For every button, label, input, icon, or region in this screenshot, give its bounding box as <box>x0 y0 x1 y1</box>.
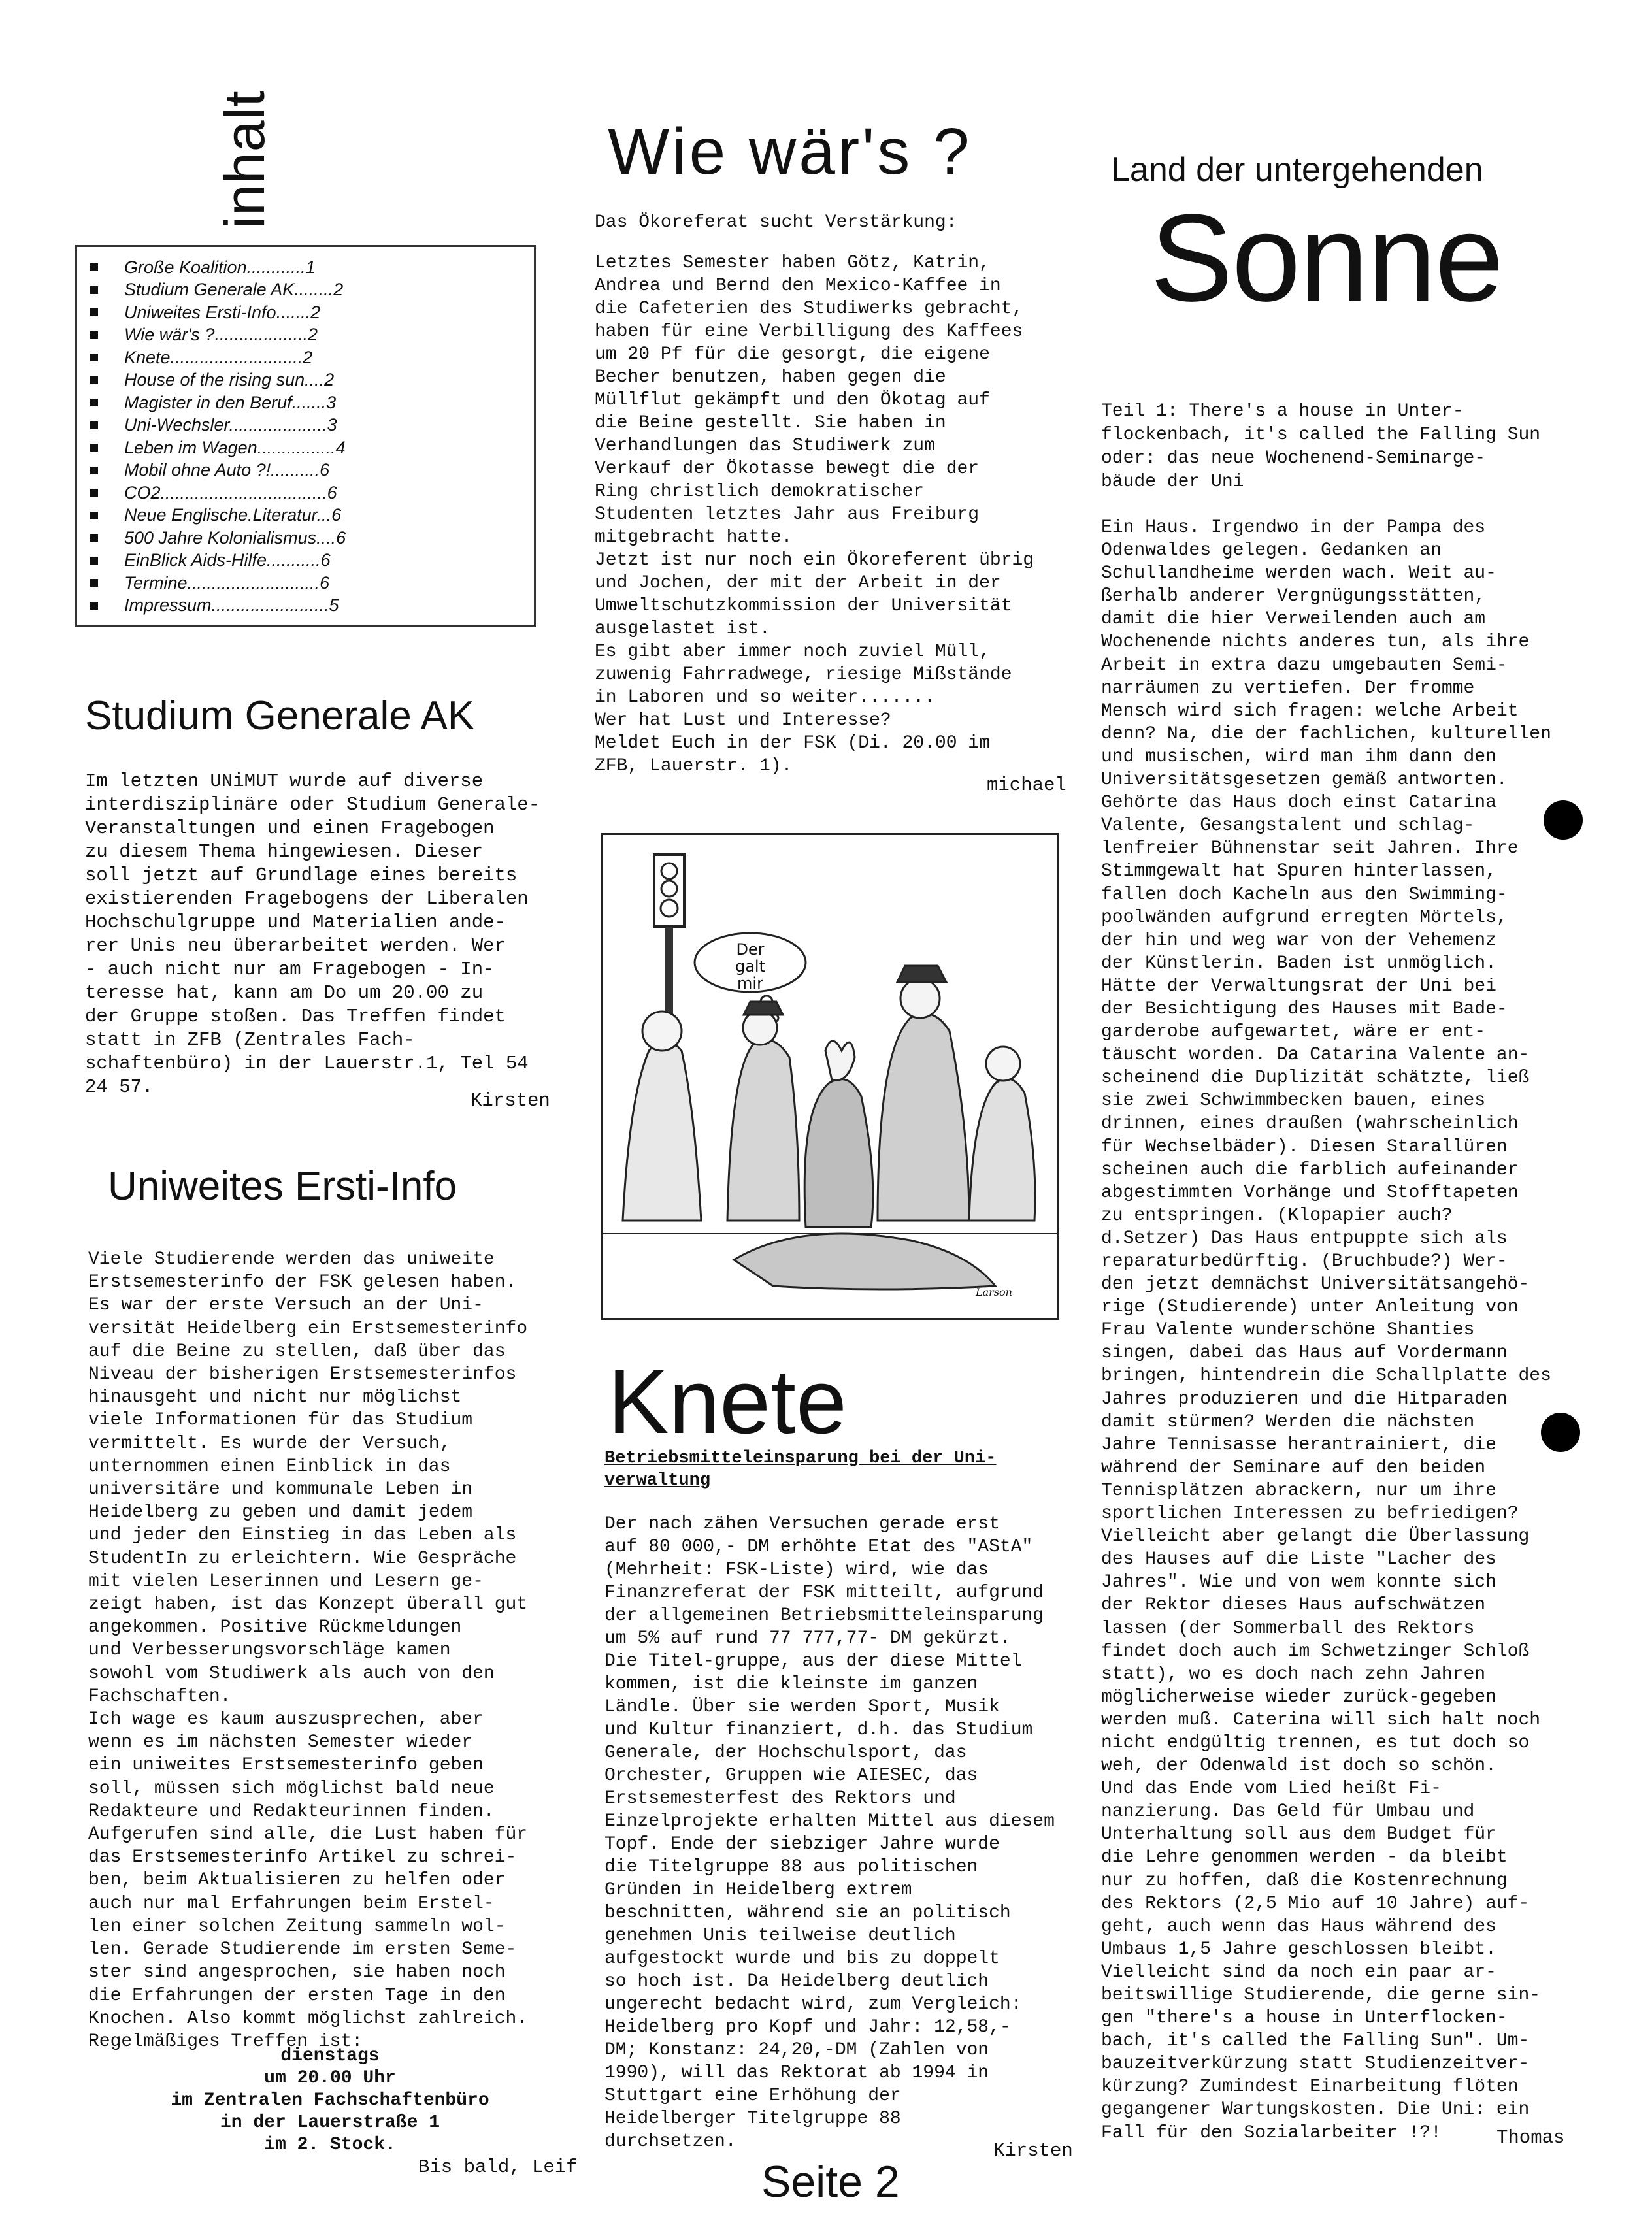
toc-item-label: Studium Generale AK........2 <box>124 280 344 300</box>
toc-item-label: Leben im Wagen................4 <box>124 437 346 457</box>
bullet-icon <box>90 534 98 542</box>
page-number: Seite 2 <box>761 2157 900 2207</box>
toc-item <box>90 595 534 617</box>
ersti-info-body: Viele Studierende werden das uniweite Erstsemesterinfo der FSK gelesen haben. Es war der erste Versuch an der Uni- versität Heidelberg ein Erstsemesterinfo auf die Beine zu stellen, daß über das Niveau der bisherigen Erstsemesterinfos hinausgeht und nicht nur möglichst viele Informationen für das Studium vermittelt. Es wurde der Versuch, unternommen einen Einblick in das universitäre und kommunale Leben in Heidelberg zu geben und damit jedem und jeder den Einstieg in das Leben als StudentIn zu erleichtern. Wie Gespräche mit vielen Leserinnen und Lesern ge- zeigt haben, ist das Konzept überall gut angekommen. Positive Rückmeldungen und Verbesserungsvorschläge kamen sowohl vom Studiwerk als auch von den Fachschaften. Ich wage es kaum auszusprechen, aber wenn es im nächsten Semester wieder ein uniweites Erstsemesterinfo geben soll, müssen sich möglichst bald neue Redakteure und Redakteurinnen finden. Aufgerufen sind alle, die Lust haben für das Erstsemesterinfo Artikel zu schrei- ben, beim Aktualisieren zu helfen oder auch nur mal Erfahrungen beim Erstel- len einer solchen Zeitung sammeln wol- len. Gerade Studierende im ersten Seme- ster sind angesprochen, sie haben noch die Erfahrungen der ersten Tage in den Knochen. Also kommt möglichst zahlreich. Regelmäßiges Treffen ist: <box>88 1249 528 2052</box>
toc-item <box>90 504 534 527</box>
toc-list <box>77 247 534 617</box>
bullet-icon <box>90 376 98 384</box>
toc-item-label: Uni-Wechsler....................3 <box>124 415 337 435</box>
toc-item-label: EinBlick Aids-Hilfe...........6 <box>124 550 331 570</box>
knete-heading: Knete <box>608 1350 847 1453</box>
toc-item <box>90 279 534 302</box>
toc-item-label: Neue Englische.Literatur...6 <box>124 505 342 525</box>
bullet-icon <box>90 467 98 474</box>
bullet-icon <box>90 308 98 316</box>
bullet-icon <box>90 579 98 587</box>
ersti-meeting-block <box>88 2045 572 2156</box>
punch-hole <box>1541 1413 1580 1452</box>
wie-wars-body: Letztes Semester haben Götz, Katrin, Andrea und Bernd den Mexico-Kaffee in die Cafeterien des Studiwerks gebracht, haben für eine Verbilligung des Kaffees um 20 Pf für die gesorgt, die eigene Becher benutzen, haben gegen die Müllflut gekämpft und den Ökotag auf die Beine gestellt. Sie haben in Verhandlungen das Studiwerk zum Verkauf der Ökotasse bewegt die der Ring christlich demokratischer Studenten letztes Jahr aus Freiburg mitgebracht hatte. Jetzt ist nur noch ein Ökoreferent übrig und Jochen, der mit der Arbeit in der Umweltschutzkommission der Universität ausgelastet ist. Es gibt aber immer noch zuviel Müll, zuwenig Fahrradwege, riesige Mißstände in Laboren und so weiter....... Wer hat Lust und Interesse? Meldet Euch in der FSK (Di. 20.00 im ZFB, Lauerstr. 1). <box>595 253 1034 776</box>
meeting-line: in der Lauerstraße 1 <box>220 2113 440 2133</box>
toc-item-label: 500 Jahre Kolonialismus....6 <box>124 527 346 548</box>
toc-item <box>90 324 534 347</box>
bullet-icon <box>90 263 98 271</box>
sonne-body: Ein Haus. Irgendwo in der Pampa des Odenwaldes gelegen. Gedanken an Schullandheime werden wach. Weit au- ßerhalb anderer Vergnügungsstätten, damit die hier Verweilenden auch am Wochenende nichts anderes tun, als ihre Arbeit in extra dazu umgebauten Semi- narräumen zu vertiefen. Der fromme Mensch wird sich fragen: welche Arbeit denn? Na, die der fachlichen, kulturellen und musischen, wird man ihm dann den Universitätsgesetzen gemäß antworten. Gehörte das Haus doch einst Catarina Valente, Gesangstalent und schlag- lenfreier Bühnenstar seit Jahren. Ihre Stimmgewalt hat Spuren hinterlassen, fallen doch Kacheln aus den Swimming- poolwänden aufgrund erregten Mörtels, der hin und weg war von der Vehemenz der Künstlerin. Baden ist unmöglich. Hätte der Verwaltungsrat der Uni bei der Besichtigung des Hauses mit Bade- garderobe aufgewartet, wäre er ent- täuscht worden. Da Catarina Valente an- scheinend die Duplizität schätzte, ließ sie zwei Schwimmbecken bauen, eines drinnen, eines draußen (wahrscheinlich für Wechselbäder). Diesen Starallüren scheinen auch die farblich aufeinander abgestimmten Vorhänge und Stofftapeten zu entspringen. (Klopapier auch? d.Setzer) Das Haus entpuppte sich als reparaturbedürftig. (Bruchbude?) Wer- den jetzt demnächst Universitätsangehö- rige (Studierende) unter Anleitung von Frau Valente wunderschöne Shanties singen, dabei das Haus auf Vordermann bringen, hintendrein die Schallplatte des Jahres produzieren und die Hitparaden damit stürmen? Werden die nächsten Jahre Tennisasse herantrainiert, die während der Seminare auf den beiden Tennisplätzen abrackern, nur um ihre sportlichen Interessen zu befriedigen? Vielleicht aber gelangt die Überlassung des Hauses auf die Liste "Lacher des Jahres". Wie und von wem konnte sich der Rektor dieses Haus aufschwätzen lassen (der Sommerball des Rektors findet doch auch im Schwetzinger Schloß statt), wo es doch nach zehn Jahren möglicherweise wieder zurück-gegeben werden muß. Caterina will sich halt noch nicht endgültig trennen, es tut doch so weh, der Odenwald ist doch so schön. Und das Ende vom Lied heißt Fi- nanzierung. Das Geld für Umbau und Unterhaltung soll aus dem Budget für die Lehre genommen werden - da bleibt nur zu hoffen, daß die Kostenrechnung des Rektors (2,5 Mio auf 10 Jahre) auf- geht, auch wenn das Haus während des Umbaus 1,5 Jahre geschlossen bleibt. Vielleicht sind da noch ein paar ar- beitswillige Studierende, die gerne sin- gen "there's a house in Unterflocken- bach, it's called the Falling Sun". Um- bauzeitverkürzung statt Studienzeitver- kürzung? Zumindest Einarbeitung flöten gegangener Wartungskosten. Die Uni: ein Fall für den Sozialarbeiter !?! <box>1101 518 1551 2143</box>
toc-item-label: CO2..................................6 <box>124 482 337 502</box>
toc-item-label: Uniweites Ersti-Info.......2 <box>124 302 321 322</box>
bullet-icon <box>90 286 98 294</box>
toc-item-label: Magister in den Beruf.......3 <box>124 392 337 412</box>
knete-author: Kirsten <box>993 2140 1073 2162</box>
cartoon-drawing <box>603 835 1057 1318</box>
toc-item <box>90 527 534 550</box>
toc-item <box>90 482 534 504</box>
toc-item <box>90 459 534 482</box>
wie-wars-author: michael <box>987 774 1066 796</box>
toc-title: inhalt <box>214 90 276 229</box>
wie-wars-intro: Das Ökoreferat sucht Verstärkung: <box>595 212 957 233</box>
sonne-heading: Sonne <box>1150 189 1503 327</box>
meeting-line: im Zentralen Fachschaftenbüro <box>171 2090 489 2111</box>
sonne-teaser: Teil 1: There's a house in Unter- flockenbach, it's called the Falling Sun oder: das neue Wochenend-Seminarge- bäude der Uni <box>1101 401 1541 492</box>
ersti-info-heading: Uniweites Ersti-Info <box>108 1164 457 1209</box>
meeting-line: im 2. Stock. <box>264 2135 396 2155</box>
bullet-icon <box>90 331 98 339</box>
sonne-author: Thomas <box>1496 2127 1565 2148</box>
toc-item-label: Wie wär's ?...................2 <box>124 325 318 345</box>
meeting-line: um 20.00 Uhr <box>264 2068 396 2088</box>
bullet-icon <box>90 557 98 565</box>
table-of-contents <box>75 245 536 627</box>
cartoon-signature: Larson <box>976 1286 1012 1298</box>
toc-item <box>90 301 534 324</box>
toc-item <box>90 436 534 459</box>
toc-item <box>90 572 534 595</box>
cartoon-illustration <box>601 833 1059 1320</box>
studium-generale-author: Kirsten <box>471 1090 550 1111</box>
toc-item-label: Termine...........................6 <box>124 572 330 593</box>
toc-item-label: Große Koalition............1 <box>124 257 316 277</box>
cartoon-speech-text: Der galt mir <box>735 940 766 993</box>
knete-subheading: Betriebsmitteleinsparung bei der Uni- verwaltung <box>604 1449 997 1490</box>
toc-item-label: Impressum........................5 <box>124 595 339 616</box>
bullet-icon <box>90 354 98 361</box>
toc-item <box>90 369 534 392</box>
bullet-icon <box>90 444 98 452</box>
studium-generale-body: Im letzten UNiMUT wurde auf diverse interdisziplinäre oder Studium Generale- Veranstaltungen und einen Fragebogen zu diesem Thema hingewiesen. Dieser soll jetzt auf Grundlage eines bereits existierenden Fragebogens der Liberalen Hochschulgruppe und Materialien ande- rer Unis neu überarbeitet werden. Wer - auch nicht nur am Fragebogen - In- teresse hat, kann am Do um 20.00 zu der Gruppe stoßen. Das Treffen findet statt in ZFB (Zentrales Fach- schaftenbüro) in der Lauerstr.1, Tel 54 24 57. <box>85 770 540 1098</box>
toc-item-label: Knete...........................2 <box>124 347 313 367</box>
punch-hole <box>1544 800 1583 840</box>
toc-item <box>90 414 534 437</box>
toc-item-label: Mobil ohne Auto ?!..........6 <box>124 460 330 480</box>
toc-item-label: House of the rising sun....2 <box>124 370 335 390</box>
bullet-icon <box>90 489 98 497</box>
toc-item <box>90 256 534 279</box>
meeting-line: dienstags <box>280 2046 380 2066</box>
bullet-icon <box>90 512 98 519</box>
bullet-icon <box>90 421 98 429</box>
bullet-icon <box>90 399 98 406</box>
wie-wars-heading: Wie wär's ? <box>608 115 972 188</box>
knete-body: Der nach zähen Versuchen gerade erst auf 80 000,- DM erhöhte Etat des "AStA" (Mehrheit: FSK-Liste) wird, wie das Finanzreferat der FSK mitteilt, aufgrund der allgemeinen Betriebsmitteleinsparung um 5% auf rund 77 777,77- DM gekürzt. Die Titel-gruppe, aus der diese Mittel kommen, ist die kleinste im ganzen Ländle. Über sie werden Sport, Musik und Kultur finanziert, d.h. das Studium Generale, der Hochschulsport, das Orchester, Gruppen wie AIESEC, das Erstsemesterfest des Rektors und Einzelprojekte erhalten Mittel aus diesem Topf. Ende der siebziger Jahre wurde die Titelgruppe 88 aus politischen Gründen in Heidelberg extrem beschnitten, während sie an politisch genehmen Unis teilweise deutlich aufgestockt wurde und bis zu doppelt so hoch ist. Da Heidelberg deutlich ungerecht bedacht wird, zum Vergleich: Heidelberg pro Kopf und Jahr: 12,58,- DM; Konstanz: 24,20,-DM (Zahlen von 1990), will das Rektorat ab 1994 in Stuttgart eine Erhöhung der Heidelberger Titelgruppe 88 durchsetzen. <box>604 1514 1055 2152</box>
toc-item <box>90 550 534 572</box>
studium-generale-heading: Studium Generale AK <box>85 693 475 738</box>
toc-item <box>90 391 534 414</box>
bullet-icon <box>90 602 98 610</box>
toc-item <box>90 346 534 369</box>
sonne-kicker: Land der untergehenden <box>1111 151 1483 189</box>
ersti-info-author: Bis bald, Leif <box>418 2156 578 2178</box>
